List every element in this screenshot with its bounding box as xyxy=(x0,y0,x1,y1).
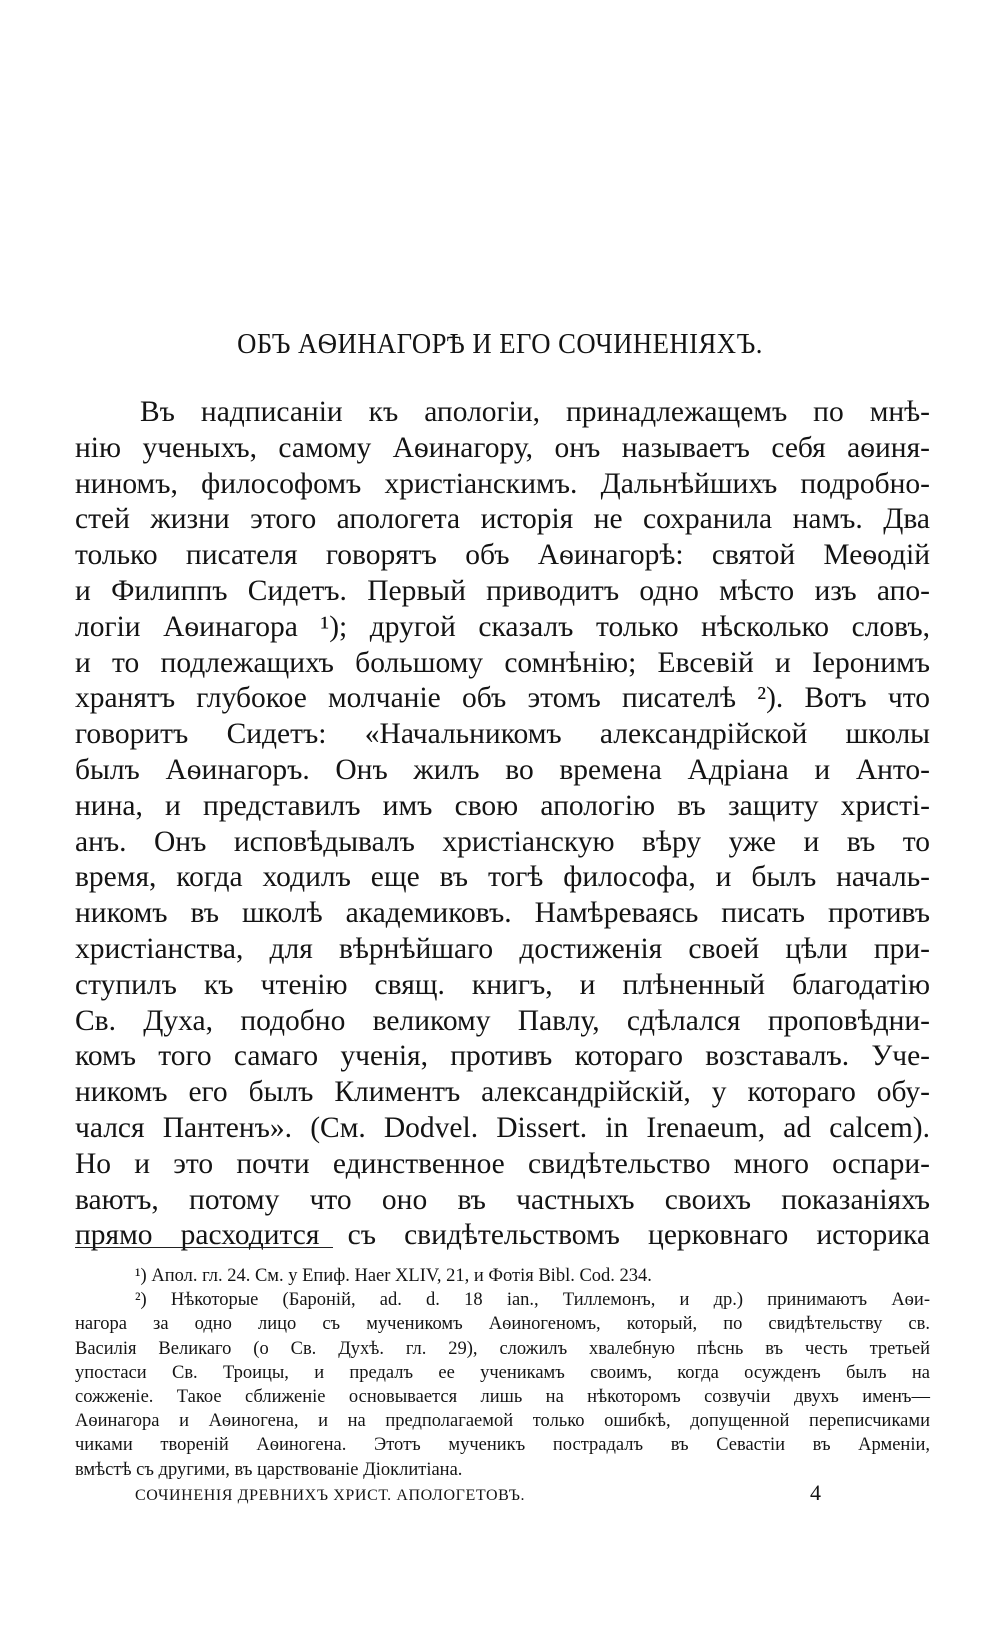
text-line: прямо расходится съ свидѣтельствомъ церковнаго историка xyxy=(75,1219,930,1252)
text-line: чался Пантенъ». (См. Dodvel. Dissert. in Irenaeum, ad calcem). xyxy=(75,1111,930,1144)
text-line: никомъ въ школѣ академиковъ. Намѣреваясь писать противъ xyxy=(75,897,930,930)
text-line: только писателя говорятъ объ Аѳинагорѣ: святой Меѳодій xyxy=(75,539,930,572)
text-line: ступилъ къ чтенію свящ. книгъ, и плѣненный благодатію xyxy=(75,968,930,1001)
text-line: и Филиппъ Сидетъ. Первый приводитъ одно мѣсто изъ апо- xyxy=(75,574,930,607)
text-line: нина, и представилъ имъ свою апологію въ защиту христі- xyxy=(75,789,930,822)
text-line: былъ Аѳинагоръ. Онъ жилъ во времена Адріана и Анто- xyxy=(75,753,930,786)
footnote-line: вмѣстѣ съ другими, въ царствованіе Діоклитіана. xyxy=(75,1459,463,1480)
text-line: ваютъ, потому что оно въ частныхъ своихъ показаніяхъ xyxy=(75,1183,930,1216)
text-line: никомъ его былъ Климентъ александрійскій, у котораго обу- xyxy=(75,1076,930,1109)
text-line: Въ надписаніи къ апологіи, принадлежащемъ по мнѣ- xyxy=(140,396,930,428)
printer-signature: СОЧИНЕНІЯ ДРЕВНИХЪ ХРИСТ. АПОЛОГЕТОВЪ. xyxy=(135,1487,526,1504)
text-line: хранятъ глубокое молчаніе объ этомъ писателѣ ²). Вотъ что xyxy=(75,682,930,715)
footnotes xyxy=(75,1264,930,1482)
footnote-line: сожженіе. Такое сближеніе основывается лишь на нѣкоторомъ созвучіи двухъ именъ— xyxy=(75,1386,930,1407)
footnote-separator xyxy=(75,1247,333,1248)
text-line: нію ученыхъ, самому Аѳинагору, онъ называетъ себя аѳиня- xyxy=(75,431,930,464)
text-line: время, когда ходилъ еще въ тогѣ философа, и былъ началь- xyxy=(75,861,930,894)
text-line: говоритъ Сидетъ: «Начальникомъ александрійской школы xyxy=(75,718,930,751)
footnote-line: Аѳинагора и Аѳиногена, и на предполагаемой только ошибкѣ, допущенной переписчиками xyxy=(75,1411,930,1432)
text-line: Но и это почти единственное свидѣтельство много оспари- xyxy=(75,1147,930,1180)
main-text xyxy=(75,395,930,1254)
page-number: 4 xyxy=(810,1480,821,1505)
text-line: анъ. Онъ исповѣдывалъ христіанскую вѣру уже и въ то xyxy=(75,825,930,858)
footnote-line: Василія Великаго (о Св. Духѣ. гл. 29), сложилъ хвалебную пѣснь въ честь третьей xyxy=(75,1338,930,1359)
footnote-line: чиками твореній Аѳиногена. Этотъ мученикъ пострадалъ въ Севастіи въ Арменіи, xyxy=(75,1435,930,1456)
text-line: и то подлежащихъ большому сомнѣнію; Евсевій и Іеронимъ xyxy=(75,646,930,679)
chapter-title: ОБЪ АѲИНАГОРѢ И ЕГО СОЧИНЕНІЯХЪ. xyxy=(237,328,763,360)
text-line: ниномъ, философомъ христіанскимъ. Дальнѣйшихъ подробно- xyxy=(75,467,930,500)
footnote-line: ¹) Апол. гл. 24. См. у Епиф. Haer XLIV, 21, и Фотія Bibl. Cod. 234. xyxy=(135,1266,652,1286)
text-line: логіи Аѳинагора ¹); другой сказалъ только нѣсколько словъ, xyxy=(75,610,930,643)
footnote-line: ²) Нѣкоторые (Бароній, ad. d. 18 ian., Тиллемонъ, и др.) принимаютъ Аѳи- xyxy=(135,1290,930,1311)
text-line: стей жизни этого апологета исторія не сохранила намъ. Два xyxy=(75,503,930,536)
footnote-line: упостаси Св. Троицы, и предалъ ее ученикамъ своимъ, когда осужденъ былъ на xyxy=(75,1362,930,1383)
footnote-line: нагора за одно лицо съ мученикомъ Аѳиногеномъ, который, по свидѣтельству св. xyxy=(75,1314,930,1335)
text-line: христіанства, для вѣрнѣйшаго достиженія своей цѣли при- xyxy=(75,932,930,965)
text-line: комъ того самаго ученія, противъ котораго возставалъ. Уче- xyxy=(75,1040,930,1073)
text-line: Св. Духа, подобно великому Павлу, сдѣлался проповѣдни- xyxy=(75,1004,930,1037)
